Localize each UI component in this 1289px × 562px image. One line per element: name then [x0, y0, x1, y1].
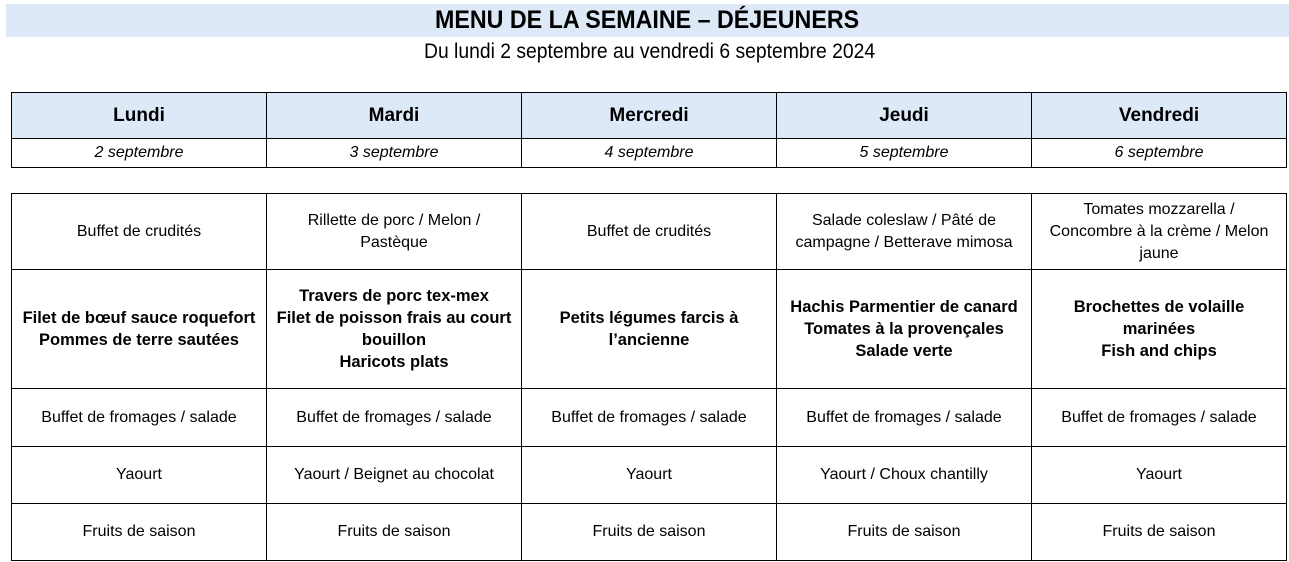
- plat-line: Haricots plats: [339, 353, 449, 371]
- entree-line: Concombre à la crème / Melon: [1049, 222, 1269, 240]
- day-name-mardi: Mardi: [267, 93, 522, 139]
- plat-line: Tomates à la provençales: [804, 320, 1004, 338]
- plat-line: Salade verte: [855, 342, 953, 360]
- day-name-lundi: Lundi: [12, 93, 267, 139]
- entree-line: Rillette de porc / Melon /: [307, 211, 481, 229]
- dessert-cell: Yaourt: [12, 447, 267, 504]
- plat-line: Filet de poisson frais au court: [276, 309, 512, 327]
- plat-line: Brochettes de volaille: [1073, 298, 1245, 316]
- plat-line: Travers de porc tex-mex: [299, 287, 489, 305]
- plat-cell: [522, 270, 777, 389]
- plat-cell: [777, 270, 1032, 389]
- entree-row: [12, 194, 1287, 270]
- entree-cell: [12, 194, 267, 270]
- day-date-mardi: 3 septembre: [267, 139, 522, 168]
- dessert-cell: Yaourt: [522, 447, 777, 504]
- plat-line: Hachis Parmentier de canard: [790, 298, 1018, 316]
- fruit-cell: Fruits de saison: [267, 504, 522, 561]
- fromage-cell: Buffet de fromages / salade: [522, 389, 777, 447]
- dessert-cell: Yaourt / Beignet au chocolat: [267, 447, 522, 504]
- plat-cell: [267, 270, 522, 389]
- dessert-row: [12, 447, 1287, 504]
- entree-cell: [1032, 194, 1287, 270]
- plat-line: Filet de bœuf sauce roquefort: [22, 309, 256, 327]
- menu-table: [11, 193, 1287, 561]
- fromage-cell: Buffet de fromages / salade: [12, 389, 267, 447]
- plat-cell: [1032, 270, 1287, 389]
- entree-line: jaune: [1139, 244, 1179, 262]
- fruit-cell: Fruits de saison: [12, 504, 267, 561]
- entree-cell: [522, 194, 777, 270]
- fromage-cell: Buffet de fromages / salade: [777, 389, 1032, 447]
- page-title: MENU DE LA SEMAINE – DÉJEUNERS: [435, 6, 860, 34]
- plat-row: [12, 270, 1287, 389]
- page-subtitle: Du lundi 2 septembre au vendredi 6 septembre 2024: [423, 40, 876, 63]
- entree-line: Salade coleslaw / Pâté de: [811, 211, 997, 229]
- fromage-cell: Buffet de fromages / salade: [267, 389, 522, 447]
- plat-line: bouillon: [361, 331, 427, 349]
- plat-cell: [12, 270, 267, 389]
- title-band: [6, 4, 1289, 37]
- day-date-jeudi: 5 septembre: [777, 139, 1032, 168]
- day-date-lundi: 2 septembre: [12, 139, 267, 168]
- day-dates-row: [12, 139, 1287, 168]
- day-name-mercredi: Mercredi: [522, 93, 777, 139]
- entree-line: campagne / Betterave mimosa: [795, 233, 1013, 251]
- day-date-vendredi: 6 septembre: [1032, 139, 1287, 168]
- plat-line: marinées: [1122, 320, 1196, 338]
- plat-line: Fish and chips: [1101, 342, 1217, 360]
- entree-line: Buffet de crudités: [586, 222, 712, 240]
- dessert-cell: Yaourt / Choux chantilly: [777, 447, 1032, 504]
- plat-line: Petits légumes farcis à: [559, 309, 739, 327]
- fromage-cell: Buffet de fromages / salade: [1032, 389, 1287, 447]
- fruit-cell: Fruits de saison: [522, 504, 777, 561]
- plat-line: Pommes de terre sautées: [39, 331, 239, 349]
- day-name-jeudi: Jeudi: [777, 93, 1032, 139]
- days-header-table: [11, 92, 1287, 168]
- day-date-mercredi: 4 septembre: [522, 139, 777, 168]
- dessert-cell: Yaourt: [1032, 447, 1287, 504]
- day-names-row: [12, 93, 1287, 139]
- entree-line: Tomates mozzarella /: [1083, 200, 1235, 218]
- entree-line: Pastèque: [360, 233, 428, 251]
- day-name-vendredi: Vendredi: [1032, 93, 1287, 139]
- fromage-row: [12, 389, 1287, 447]
- fruit-cell: Fruits de saison: [777, 504, 1032, 561]
- entree-line: Buffet de crudités: [76, 222, 202, 240]
- entree-cell: [777, 194, 1032, 270]
- fruit-cell: Fruits de saison: [1032, 504, 1287, 561]
- fruit-row: [12, 504, 1287, 561]
- plat-line: l’ancienne: [608, 331, 690, 349]
- entree-cell: [267, 194, 522, 270]
